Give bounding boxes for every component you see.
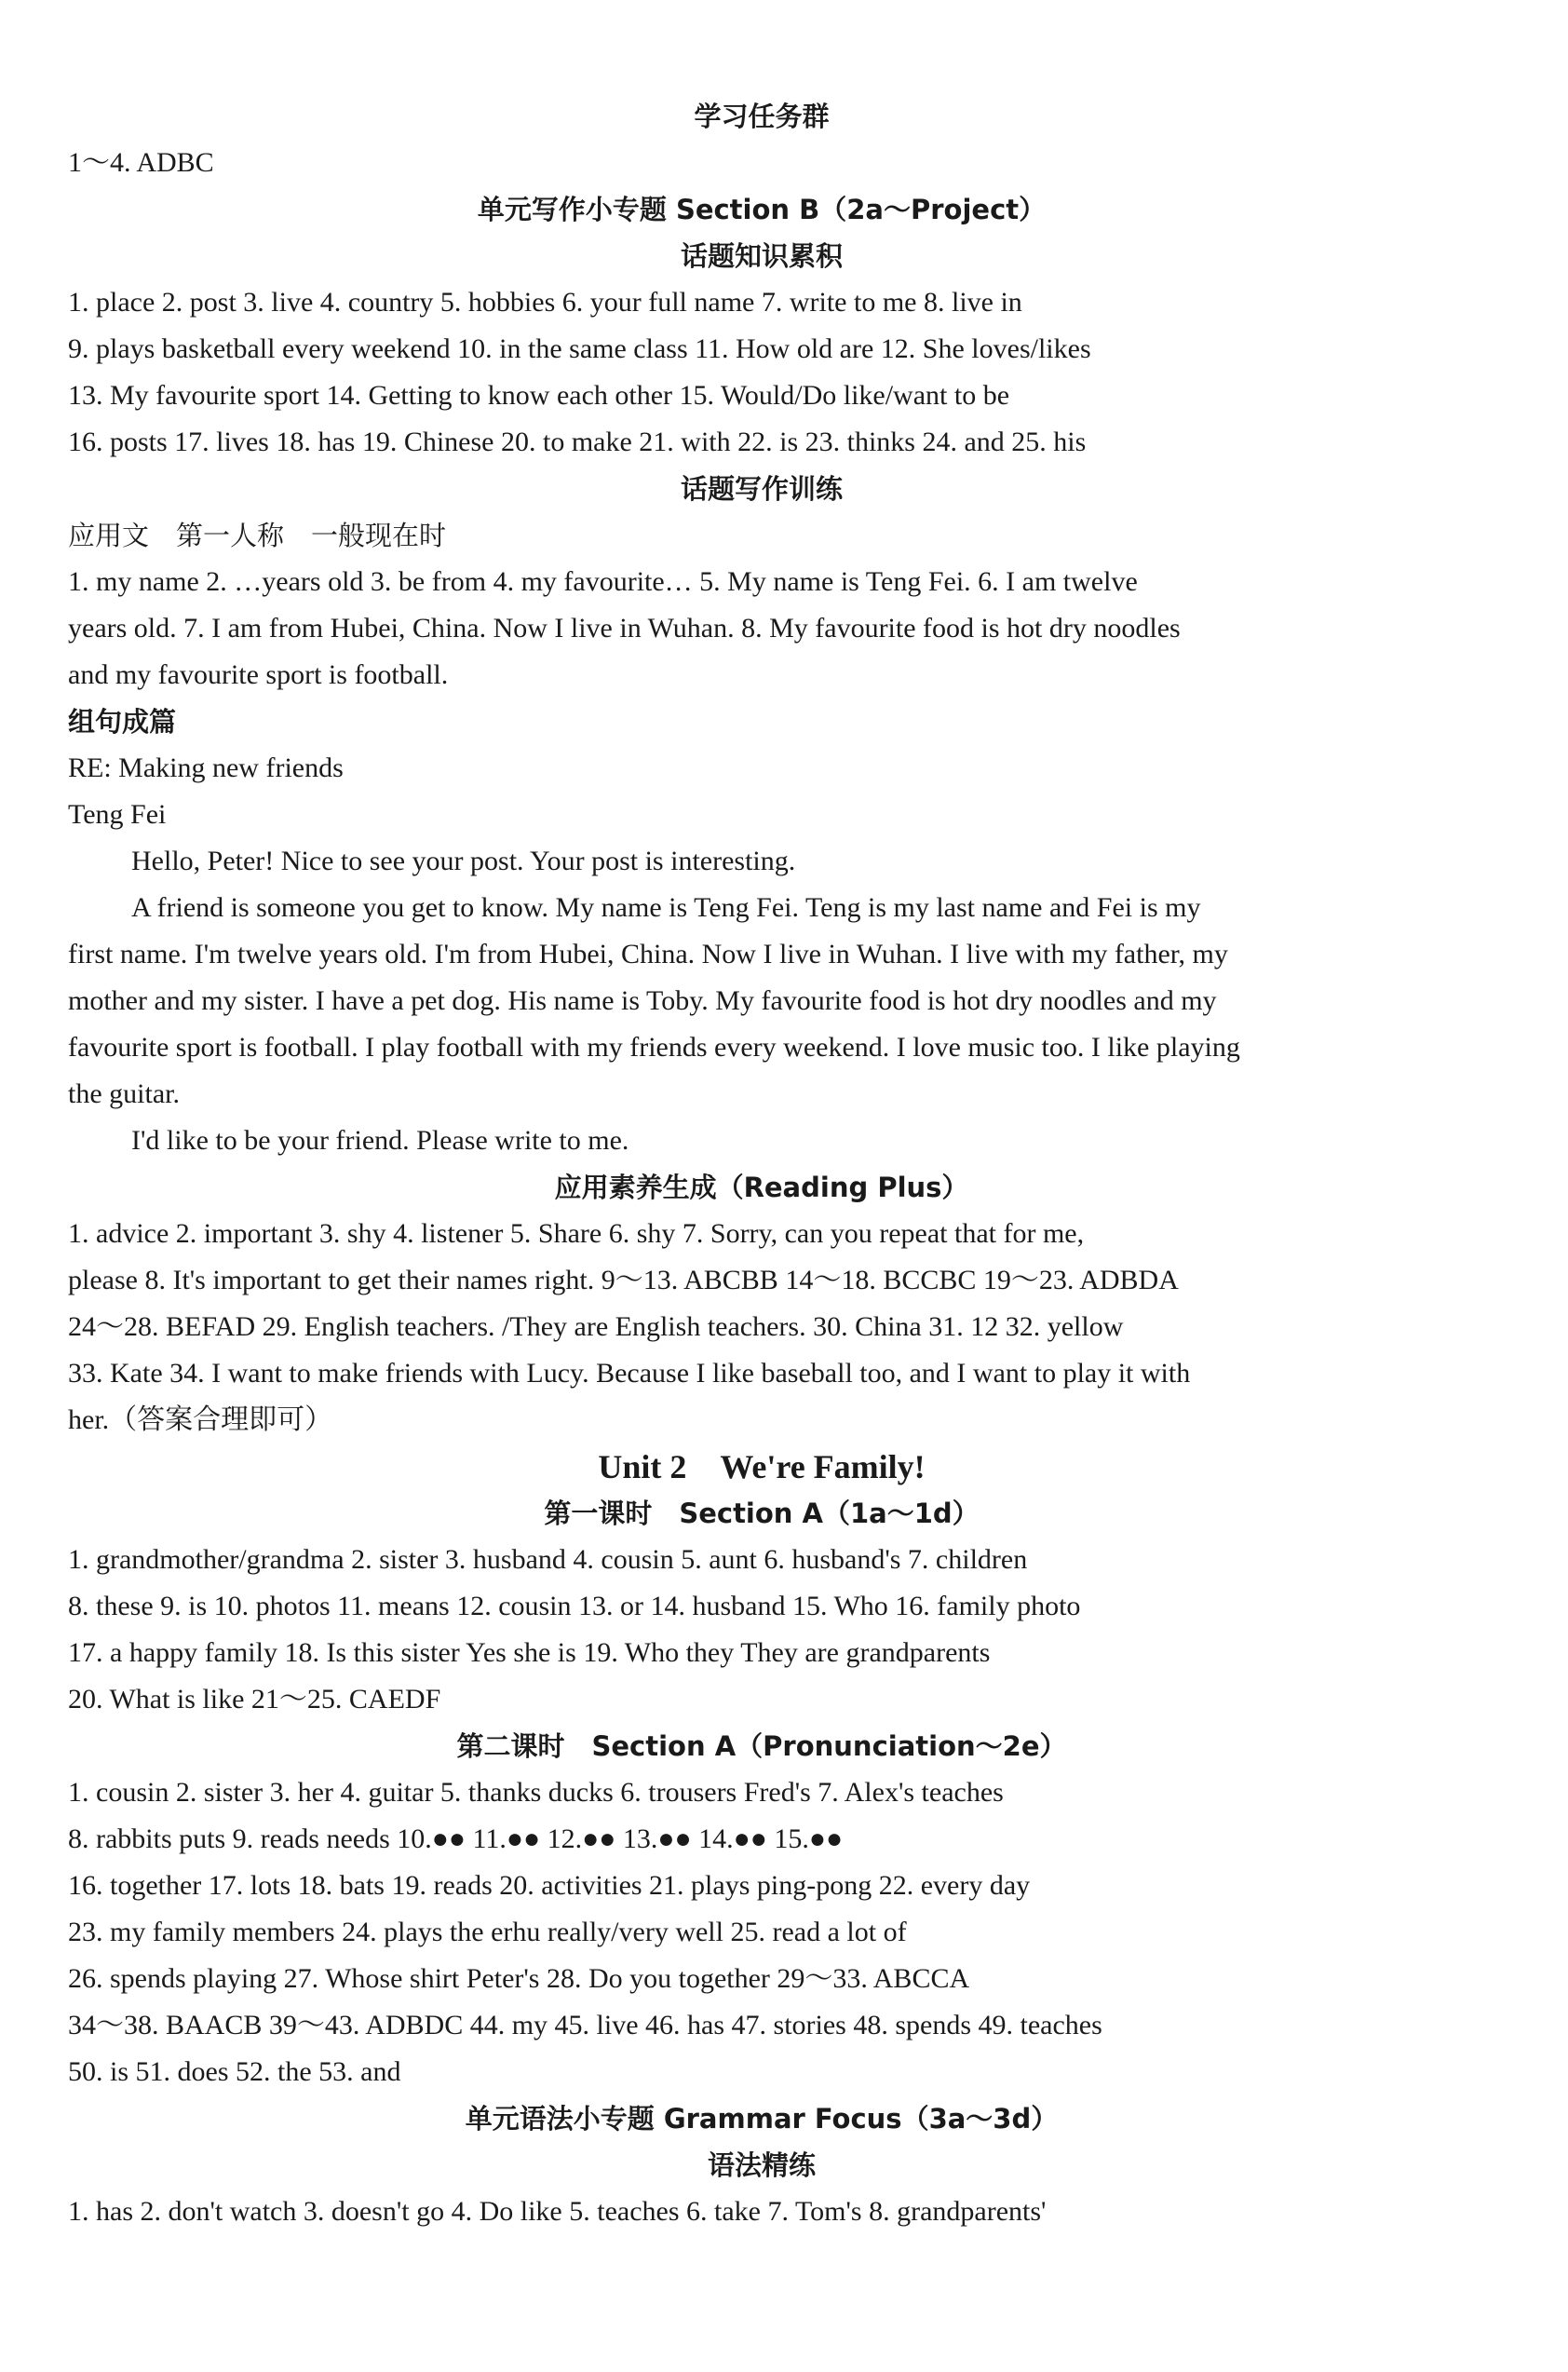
section-heading: 语法精练 <box>707 2149 816 2181</box>
unit-title: Unit 2 We're Family! <box>598 1448 926 1485</box>
essay-line: first name. I'm twelve years old. I'm from Hubei, China. Now I live in Wuhan. I live with my father, my <box>68 939 1228 969</box>
section-heading: 话题知识累积 <box>680 240 843 272</box>
answer-line: 1. advice 2. important 3. shy 4. listener 5. Share 6. shy 7. Sorry, can you repeat that for me, <box>68 1218 1085 1249</box>
essay-line: RE: Making new friends <box>68 752 344 783</box>
answer-line: 33. Kate 34. I want to make friends with Lucy. Because I like baseball too, and I want to play it with <box>68 1358 1191 1389</box>
section-heading: 学习任务群 <box>694 101 830 132</box>
answer-line: 1. my name 2. …years old 3. be from 4. my favourite… 5. My name is Teng Fei. 6. I am twelve <box>68 566 1138 597</box>
answer-line: 17. a happy family 18. Is this sister Yes she is 19. Who they They are grandparents <box>68 1637 991 1668</box>
answer-line: 34～38. BAACB 39～43. ADBDC 44. my 45. live 46. has 47. stories 48. spends 49. teaches <box>68 2010 1102 2040</box>
answer-line: years old. 7. I am from Hubei, China. Now I live in Wuhan. 8. My favourite food is hot dry noodles <box>68 613 1181 644</box>
answer-line: 16. posts 17. lives 18. has 19. Chinese 20. to make 21. with 22. is 23. thinks 24. and 25. his <box>68 427 1087 457</box>
essay-line: A friend is someone you get to know. My name is Teng Fei. Teng is my last name and Fei is my <box>131 892 1201 923</box>
section-heading: 第二课时 Section A（Pronunciation～2e） <box>456 1730 1067 1762</box>
answer-line: 8. rabbits puts 9. reads needs 10.●● 11.●● 12.●● 13.●● 14.●● 15.●● <box>68 1823 844 1854</box>
answer-key-page <box>68 93 1455 2235</box>
section-heading: 第一课时 Section A（1a～1d） <box>544 1498 980 1529</box>
answer-line: 1. grandmother/grandma 2. sister 3. husband 4. cousin 5. aunt 6. husband's 7. children <box>68 1544 1028 1575</box>
answer-line: 13. My favourite sport 14. Getting to know each other 15. Would/Do like/want to be <box>68 380 1010 411</box>
answer-line: 1～4. ADBC <box>68 147 214 178</box>
answer-line: her.（答案合理即可） <box>68 1404 333 1435</box>
answer-line: and my favourite sport is football. <box>68 659 449 690</box>
section-heading: 单元语法小专题 Grammar Focus（3a～3d） <box>465 2103 1059 2135</box>
essay-line: mother and my sister. I have a pet dog. His name is Toby. My favourite food is hot dry noodles and my <box>68 985 1217 1016</box>
essay-line: the guitar. <box>68 1078 180 1109</box>
answer-line: 26. spends playing 27. Whose shirt Peter's 28. Do you together 29～33. ABCCA <box>68 1963 970 1994</box>
essay-line: favourite sport is football. I play football with my friends every weekend. I love music too. I like playing <box>68 1032 1240 1063</box>
answer-line: 24～28. BEFAD 29. English teachers. /They are English teachers. 30. China 31. 12 32. yellow <box>68 1311 1124 1342</box>
answer-line: 9. plays basketball every weekend 10. in the same class 11. How old are 12. She loves/likes <box>68 333 1091 364</box>
answer-line: 23. my family members 24. plays the erhu really/very well 25. read a lot of <box>68 1917 907 1947</box>
writing-type-note: 应用文 第一人称 一般现在时 <box>68 520 447 551</box>
answer-line: 20. What is like 21～25. CAEDF <box>68 1684 441 1715</box>
section-heading: 话题写作训练 <box>680 473 843 505</box>
answer-line: 16. together 17. lots 18. bats 19. reads 20. activities 21. plays ping-pong 22. every day <box>68 1870 1031 1901</box>
answer-line: 8. these 9. is 10. photos 11. means 12. cousin 13. or 14. husband 15. Who 16. family photo <box>68 1591 1081 1621</box>
section-heading: 应用素养生成（Reading Plus） <box>554 1172 969 1203</box>
answer-line: 1. place 2. post 3. live 4. country 5. hobbies 6. your full name 7. write to me 8. live in <box>68 287 1022 318</box>
section-heading: 单元写作小专题 Section B（2a～Project） <box>477 194 1047 225</box>
subsection-heading: 组句成篇 <box>68 706 177 738</box>
essay-line: Hello, Peter! Nice to see your post. Your post is interesting. <box>131 846 796 876</box>
answer-line: 50. is 51. does 52. the 53. and <box>68 2056 401 2087</box>
essay-line: I'd like to be your friend. Please write to me. <box>131 1125 629 1156</box>
essay-line: Teng Fei <box>68 799 167 830</box>
answer-line: 1. has 2. don't watch 3. doesn't go 4. Do like 5. teaches 6. take 7. Tom's 8. grandparents' <box>68 2196 1047 2227</box>
answer-line: 1. cousin 2. sister 3. her 4. guitar 5. thanks ducks 6. trousers Fred's 7. Alex's teaches <box>68 1777 1004 1808</box>
answer-line: please 8. It's important to get their names right. 9～13. ABCBB 14～18. BCCBC 19～23. ADBDA <box>68 1265 1179 1295</box>
